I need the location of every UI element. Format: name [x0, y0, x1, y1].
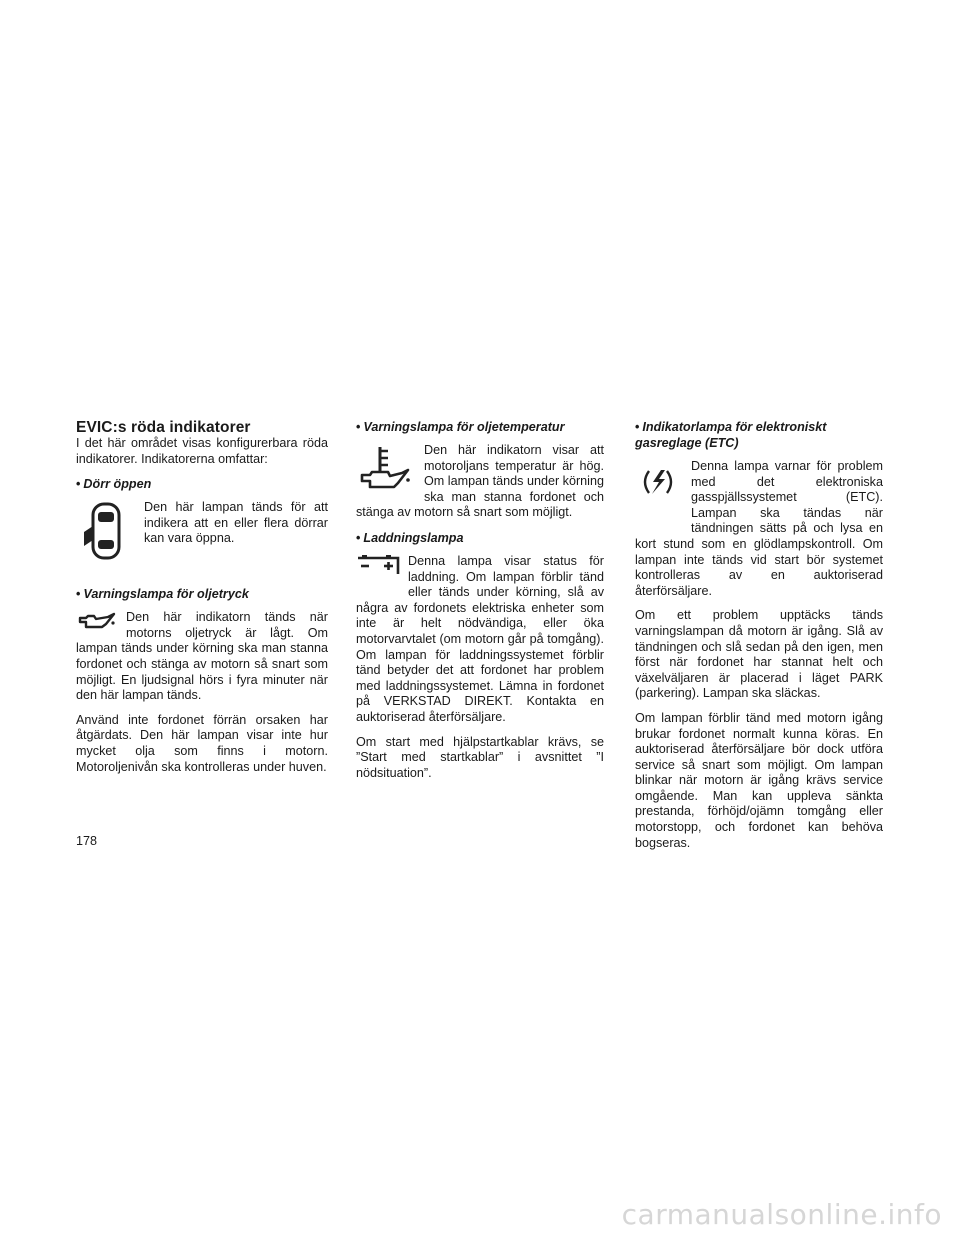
charging-heading: • Laddningslampa: [356, 530, 464, 545]
oil-pressure-text: Den här indikatorn tänds när motorns oljetryck är lågt. Om lampan tänds under körning ska man stanna fordonet och stänga av motorn så snart som möjligt. En ljudsignal hörs i fyra minuter när den här lampan tänds.: [76, 610, 328, 703]
etc-paragraph-1: Om ett problem upptäcks tänds varningslampan då motorn är igång. Slå av tändningen och slå sedan på den igen, men först när fordonet har stannat helt och växelväljaren är placerad i läget PARK (parkering). Lampan ska släckas.: [635, 608, 883, 701]
etc-heading: • Indikatorlampa för elektroniskt gasreglage (ETC): [635, 420, 827, 450]
oil-pressure-item: [76, 610, 328, 704]
intro-paragraph: I det här området visas konfigurerbara röda indikatorer. Indikatorerna omfattar:: [76, 436, 328, 466]
etc-paragraph-2: Om lampan förblir tänd med motorn igång brukar fordonet normalt kunna köras. En auktoriserad återförsäljare bör dock utföra service så snart som möjligt. Om lampan blinkar när motorn är igång krävs service omgående. Man kan uppleva sänkta prestanda, förhöjd/ojämn tomgång eller motorstopp, och fordonet kan behöva bogseras.: [635, 710, 883, 850]
page-number: 178: [76, 834, 98, 848]
charging-item: [356, 554, 604, 726]
etc-item: [635, 459, 883, 599]
door-open-icon: [76, 500, 138, 570]
column-1: [76, 419, 328, 784]
oil-temperature-text: Den här indikatorn visar att motoroljans temperatur är hög. Om lampan tänds under körning ska man stanna fordonet och stänga av motorn så snart som möjligt.: [356, 443, 604, 520]
jump-start-paragraph: Om start med hjälpstartkablar krävs, se ”Start med startkablar” i avsnittet ”I nödsituation”.: [356, 734, 604, 780]
battery-icon: [356, 554, 406, 598]
etc-text: Denna lampa varnar för problem med det elektroniska gasspjällssystemet (ETC). Lampan ska tändas när tändningen sätts på och lysa en kort stund som en glödlampskontroll. Om lampan inte tänds vid start bör systemet kontrolleras av en auktoriserad återförsäljare.: [635, 459, 883, 598]
charging-text: Denna lampa visar status för laddning. Om lampan förblir tänd eller tänds under körning, slå av några av fordonets elektriska enheter som inte är helt nödvändiga, eller öka motorvarvtalet (om motorn går på tomgång). Om lampan för laddningssystemet förblir tänd betyder det att fordonet har problem med laddningssystemet. Lämna in fordonet på VERKSTAD DIREKT. Kontakta en auktoriserad återförsäljare.: [356, 553, 604, 724]
column-2: [356, 419, 604, 790]
etc-lightning-icon: [635, 459, 689, 531]
section-heading: EVIC:s röda indikatorer: [76, 419, 251, 436]
oil-pressure-heading: • Varningslampa för oljetryck: [76, 587, 249, 602]
oil-can-icon: [76, 610, 122, 640]
oil-temperature-item: [356, 443, 604, 521]
oil-pressure-paragraph: Använd inte fordonet förrän orsaken har åtgärdats. Den här lampan visar inte hur mycket olja som finns i motorn. Motoroljenivån ska kontrolleras under huven.: [76, 712, 328, 774]
door-open-text: Den här lampan tänds för att indikera att en eller flera dörrar kan vara öppna.: [144, 500, 328, 546]
column-3: [635, 419, 883, 860]
door-open-item: [76, 500, 328, 570]
oil-temperature-heading: • Varningslampa för oljetemperatur: [356, 420, 565, 434]
watermark: carmanualsonline.info: [621, 1198, 942, 1231]
door-open-heading: • Dörr öppen: [76, 477, 152, 492]
oil-temperature-icon: [356, 443, 420, 505]
